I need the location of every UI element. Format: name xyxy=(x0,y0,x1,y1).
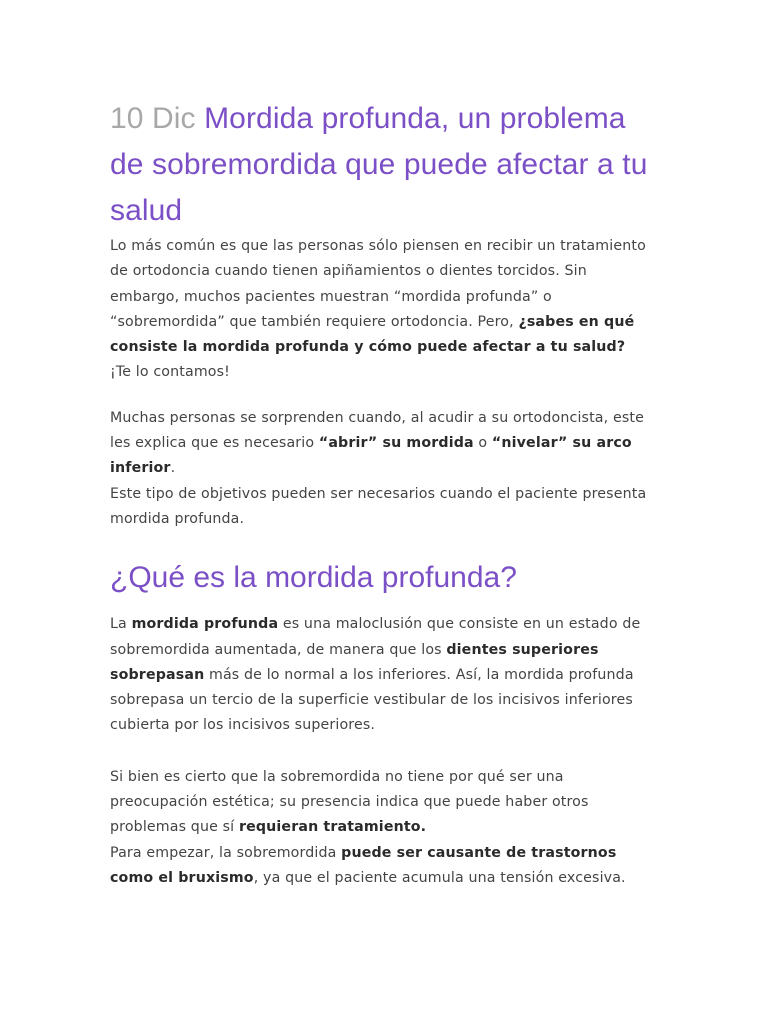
intro2-text-a: Muchas personas se sorprenden cuando, al acudir a su ortodoncista, este les explica que es necesario xyxy=(110,409,644,452)
intro-tail: ¡Te lo contamos! xyxy=(110,364,231,381)
intro2-line2: Este tipo de objetivos pueden ser necesarios cuando el paciente presenta mordida profunda. xyxy=(110,485,647,527)
intro-paragraph-1 xyxy=(110,234,658,386)
sec3-text-a: Para empezar, la sobremordida xyxy=(110,844,342,861)
intro2-text-c: . xyxy=(170,460,176,477)
article xyxy=(110,96,658,891)
sec1-bold-a: mordida profunda xyxy=(131,616,279,633)
sec2-bold: requieran tratamiento. xyxy=(238,819,427,836)
sec1-text-a: La xyxy=(110,616,132,633)
spacer xyxy=(110,386,658,406)
intro-text: Lo más común es que las personas sólo piensen en recibir un tratamiento de ortodoncia cuando tienen apiñamientos o dientes torcidos. Sin embargo, muchos pacientes muestran “mordida profunda” o “sobremordida” que también requiere ortodoncia. Pero, xyxy=(110,238,646,330)
section-paragraph-2 xyxy=(110,765,658,891)
post-title: Mordida profunda, un problema de sobremordida que puede afectar a tu salud xyxy=(110,102,648,227)
spacer xyxy=(110,598,658,612)
intro2-text-b: o xyxy=(473,435,492,452)
intro2-bold-b: “nivelar” su arco inferior xyxy=(110,435,632,477)
intro-bold-question: ¿sabes en qué consiste la mordida profunda y cómo puede afectar a tu salud? xyxy=(110,313,635,356)
post-date: 10 Dic xyxy=(110,102,196,135)
sec2-text-a: Si bien es cierto que la sobremordida no tiene por qué ser una preocupación estética; su presencia indica que puede haber otros problemas que sí xyxy=(110,768,589,836)
sec1-text-c: más de lo normal a los inferiores. Así, la mordida profunda sobrepasa un tercio de la superficie vestibular de los incisivos inferiores cubierta por los incisivos superiores. xyxy=(110,666,634,734)
sec1-text-b: es una maloclusión que consiste en un estado de sobremordida aumentada, de manera que los xyxy=(110,616,641,658)
sec3-text-b: , ya que el paciente acumula una tensión excesiva. xyxy=(253,869,626,886)
intro-paragraph-2 xyxy=(110,406,658,532)
section-heading: ¿Qué es la mordida profunda? xyxy=(110,561,517,595)
section-paragraph-1 xyxy=(110,612,658,738)
post-title-block xyxy=(110,96,658,234)
sec3-bold: puede ser causante de trastornos como el bruxismo xyxy=(110,844,617,886)
spacer xyxy=(110,532,658,558)
sec1-bold-b: dientes superiores sobrepasan xyxy=(110,641,599,683)
spacer xyxy=(110,739,658,765)
intro2-bold-a: “abrir” su mordida xyxy=(318,435,474,452)
